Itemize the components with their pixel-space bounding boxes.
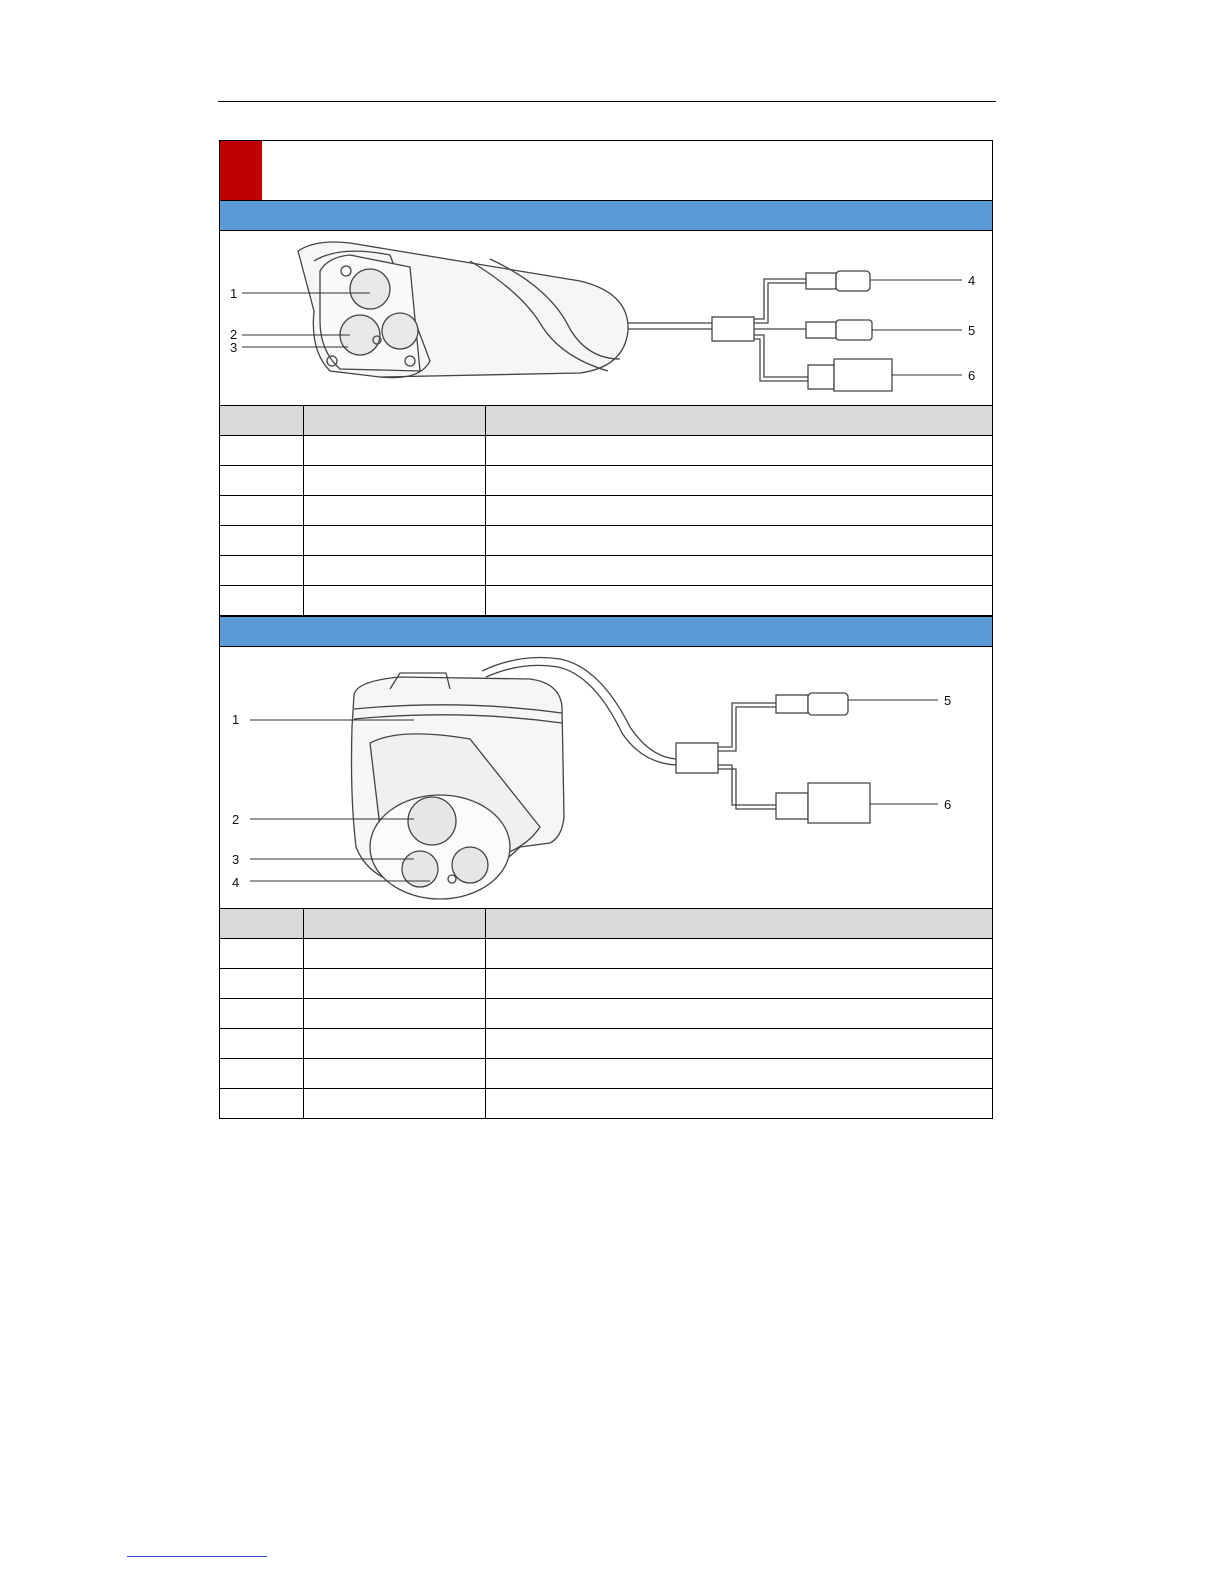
- table-cell: [485, 436, 992, 466]
- table-row: [220, 1029, 992, 1059]
- table-cell: [220, 496, 303, 526]
- table-cell: [303, 436, 485, 466]
- table-cell: [303, 586, 485, 616]
- table-cell: [220, 1089, 303, 1119]
- section-heading-dome: [220, 616, 992, 647]
- table-row: [220, 939, 992, 969]
- column-header: [220, 909, 303, 939]
- callout-3: 3: [232, 852, 240, 867]
- table-cell: [220, 526, 303, 556]
- table-cell: [485, 466, 992, 496]
- callout-3: 3: [230, 340, 238, 355]
- callout-5: 5: [944, 693, 952, 708]
- table-cell: [485, 969, 992, 999]
- table-row: [220, 999, 992, 1029]
- table-row: [220, 586, 992, 616]
- callout-4: 4: [232, 875, 240, 890]
- table-cell: [303, 1059, 485, 1089]
- callout-2: 2: [232, 812, 240, 827]
- table-row: [220, 436, 992, 466]
- callout-1: 1: [230, 286, 238, 301]
- table-cell: [220, 1029, 303, 1059]
- table-cell: [485, 1029, 992, 1059]
- bullet-camera-figure: [220, 231, 992, 406]
- table-cell: [485, 1059, 992, 1089]
- table-cell: [303, 1089, 485, 1119]
- table-cell: [220, 969, 303, 999]
- title-marker: [220, 141, 262, 200]
- table-cell: [485, 999, 992, 1029]
- camera-parts-table: [219, 140, 993, 1119]
- table-cell: [220, 436, 303, 466]
- table-cell: [303, 1029, 485, 1059]
- column-header: [303, 909, 485, 939]
- callout-5: 5: [968, 323, 976, 338]
- table-cell: [220, 586, 303, 616]
- footer-link-underline[interactable]: [127, 1556, 267, 1557]
- table-cell: [303, 466, 485, 496]
- callout-4: 4: [968, 273, 976, 288]
- table-cell: [220, 999, 303, 1029]
- callout-1: 1: [232, 712, 240, 727]
- table-cell: [303, 556, 485, 586]
- table-cell: [303, 969, 485, 999]
- title-row: [220, 141, 992, 201]
- table-row: [220, 466, 992, 496]
- table-row: [220, 526, 992, 556]
- table-cell: [303, 999, 485, 1029]
- bullet-parts-table: [220, 406, 992, 616]
- callout-2: 2: [230, 327, 238, 342]
- table-cell: [220, 1059, 303, 1089]
- column-header: [303, 406, 485, 436]
- table-cell: [303, 526, 485, 556]
- callout-6: 6: [968, 368, 976, 383]
- header-rule: [218, 101, 996, 102]
- dome-parts-table: [220, 909, 992, 1118]
- table-cell: [485, 939, 992, 969]
- table-cell: [485, 496, 992, 526]
- column-header: [220, 406, 303, 436]
- table-row: [220, 1059, 992, 1089]
- table-cell: [220, 939, 303, 969]
- table-row: [220, 1089, 992, 1119]
- callout-6: 6: [944, 797, 952, 812]
- table-cell: [485, 526, 992, 556]
- column-header: [485, 909, 992, 939]
- table-cell: [220, 556, 303, 586]
- table-cell: [220, 466, 303, 496]
- table-row: [220, 969, 992, 999]
- section-heading-bullet: [220, 201, 992, 231]
- table-row: [220, 556, 992, 586]
- table-row: [220, 496, 992, 526]
- column-header: [485, 406, 992, 436]
- table-cell: [485, 1089, 992, 1119]
- table-header-row: [220, 406, 992, 436]
- table-cell: [485, 586, 992, 616]
- dome-camera-figure: [220, 647, 992, 909]
- table-cell: [303, 939, 485, 969]
- table-cell: [303, 496, 485, 526]
- dome-camera-illustration: [220, 647, 992, 908]
- bullet-camera-illustration: [220, 231, 992, 405]
- table-header-row: [220, 909, 992, 939]
- table-cell: [485, 556, 992, 586]
